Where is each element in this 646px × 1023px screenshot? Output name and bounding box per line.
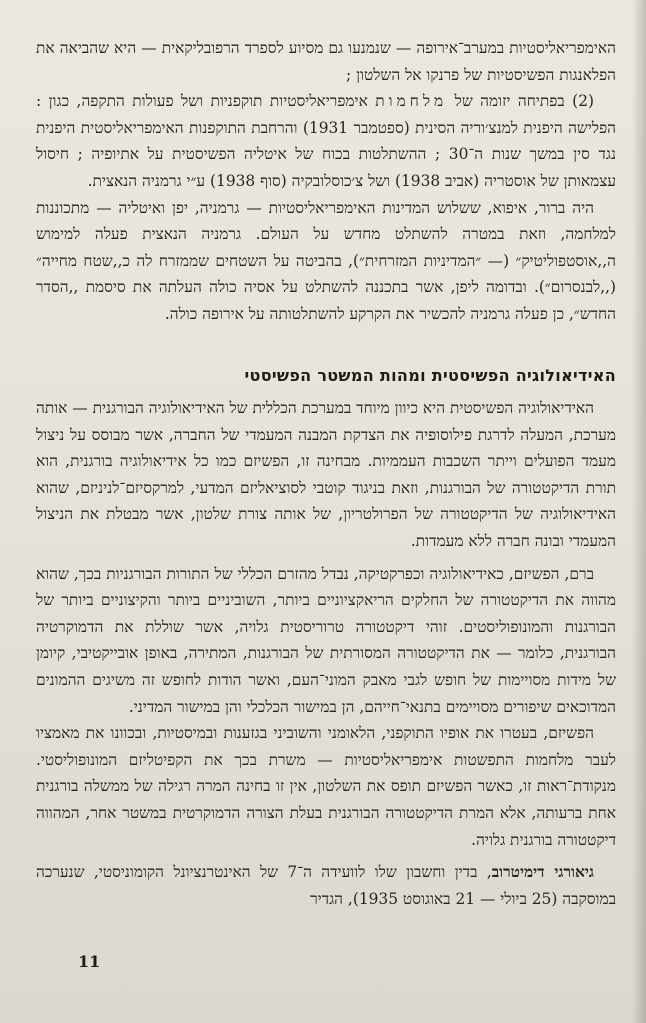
- text-run: האידיאולוגיה הפשיסטית היא כיוון מיוחד במערכת הכללית של האידיאולוגיה הבורגנית — אותה מערכת, המעלה לדרגת פילוסופיה את הצדקת המבנה המעמדי של החברה, אשר מבוסס על ניצול מעמד הפועלים וייתר השכבות העממיות. מבחינה זו, הפשיזם כמו כל אידיאולוגיה בורגנית, הוא תורת הדיקטטורה של הבורגנות, וזאת בניגוד קוטבי לסוציאליזם המדעי, למרקסיזם־לניניזם, שהוא האידיאולוגיה של הדיקטטורה של הפרולטריון, של אותה צורת שלטון, אשר מבטלת את הניצול המעמדי ובונה חברה ללא מעמדות.: [36, 399, 616, 550]
- paragraph: [36, 88, 616, 194]
- text-block-top: [36, 35, 616, 328]
- text-run: , בדין וחשבון שלו לוועידה ה־7 של האינטרנציונל הקומוניסטי, שנערכה במוסקבה (25 ביולי — 21 באוגוסט 1935), הגדיר: [36, 863, 616, 908]
- paragraph: [36, 35, 616, 88]
- spaced-emphasis: מלחמות: [375, 92, 448, 111]
- bold-name: גיאורגי דימיטרוב: [491, 863, 594, 882]
- text-run: ברם, הפשיזם, כאידיאולוגיה וכפרקטיקה, נבדל מהזרם הכללי של התורות הבורגניות בכך, שהוא מהווה את הדיקטטורה של החלקים הריאקציוניים ביותר, השוביניים ביותר והקיצוניים ביותר של הבורגנות והמונופוליסטים. זוהי דיקטטורה טרוריסטית גלויה, אשר שוללת את הדמוקרטיה הבורגנית, כלומר — את הדיקטטורה המסורתית של הבורגנות, המתירה, באופן אובייקטיבי, קיומן של מידות מסויימות של חופש לגבי מאבק המוני־העם, ואשר הודות לחופש זה משיגים ההמונים המדוכאים שיפורים מסויימים בתנאי־חייהם, הן במישור הכלכלי והן במישור המדיני.: [36, 564, 616, 716]
- paragraph: [36, 561, 616, 721]
- text-run: הפשיזם, בעטרו את אופיו התוקפני, הלאומני והשוביני בגזענות ובמיסטיות, ובכוונו את מאמציו לעבר מלחמות התפשטות אימפריאליסטיות — משרת בכך את הקפיטליזם המונופוליסטי. מנקודת־ראות זו, כאשר הפשיזם תופס את השלטון, אין זו בחינה המרה רגילה של ממשלה בורגנית אחת ברעותה, אלא המרת הדיקטטורה הבורגנית בעלת הצורה הדמוקרטית במשטר אחר, המהווה דיקטטורה בורגנית גלויה.: [36, 724, 616, 849]
- text-run: אימפריאליסטיות תוקפניות ושל פעולות התקפה, כגון : הפלישה היפנית למנצ׳וריה הסינית (ספטמבר 1931) והרחבת התוקפנות האימפריאליסטית היפנית נגד סין במשך שנות ה־30 ; ההשתלטות בכוח של איטליה הפשיסטית על אתיופיה ; חיסול עצמאותן של אוסטריה (אביב 1938) ושל צ׳כוסלובקיה (סוף 1938) ע״י גרמניה הנאצית.: [36, 92, 616, 190]
- paragraph: [36, 859, 616, 912]
- text-run: (2) בפתיחה יזומה של: [447, 92, 594, 111]
- section-heading: האידיאולוגיה הפשיסטית ומהות המשטר הפשיסטי: [244, 366, 616, 385]
- text-run: היה ברור, איפוא, ששלוש המדינות האימפריאליסטיות — גרמניה, יפן ואיטליה — מתכוננות למלחמה, וזאת במטרה להשתלט מחדש על העולם. גרמניה הנאצית פעלה למימוש ה,,אוסטפוליטיק״ (— ״המדיניות המזרחית״), בהביטה על השטחים שממזרח לה כ,,שטח מחייה״ (,,לבנסרום״). ובדומה ליפן, אשר בתכננה להשתלט על אסיה כולה העלתה את סיסמת ,,הסדר החדש״, כן פעלה גרמניה להכשיר את הקרקע להשתלטותה על אירופה כולה.: [36, 198, 616, 323]
- page-number: 11: [78, 952, 101, 971]
- text-block-main: [36, 395, 616, 912]
- text-run: האימפריאליסטיות במערב־אירופה — שנמנעו גם מסיוע לספרד הרפובליקאית — היא שהביאה את הפלאנגות הפשיסטיות של פרנקו אל השלטון ;: [36, 39, 616, 84]
- paragraph: [36, 395, 616, 555]
- paragraph: [36, 720, 616, 853]
- paragraph: [36, 195, 616, 328]
